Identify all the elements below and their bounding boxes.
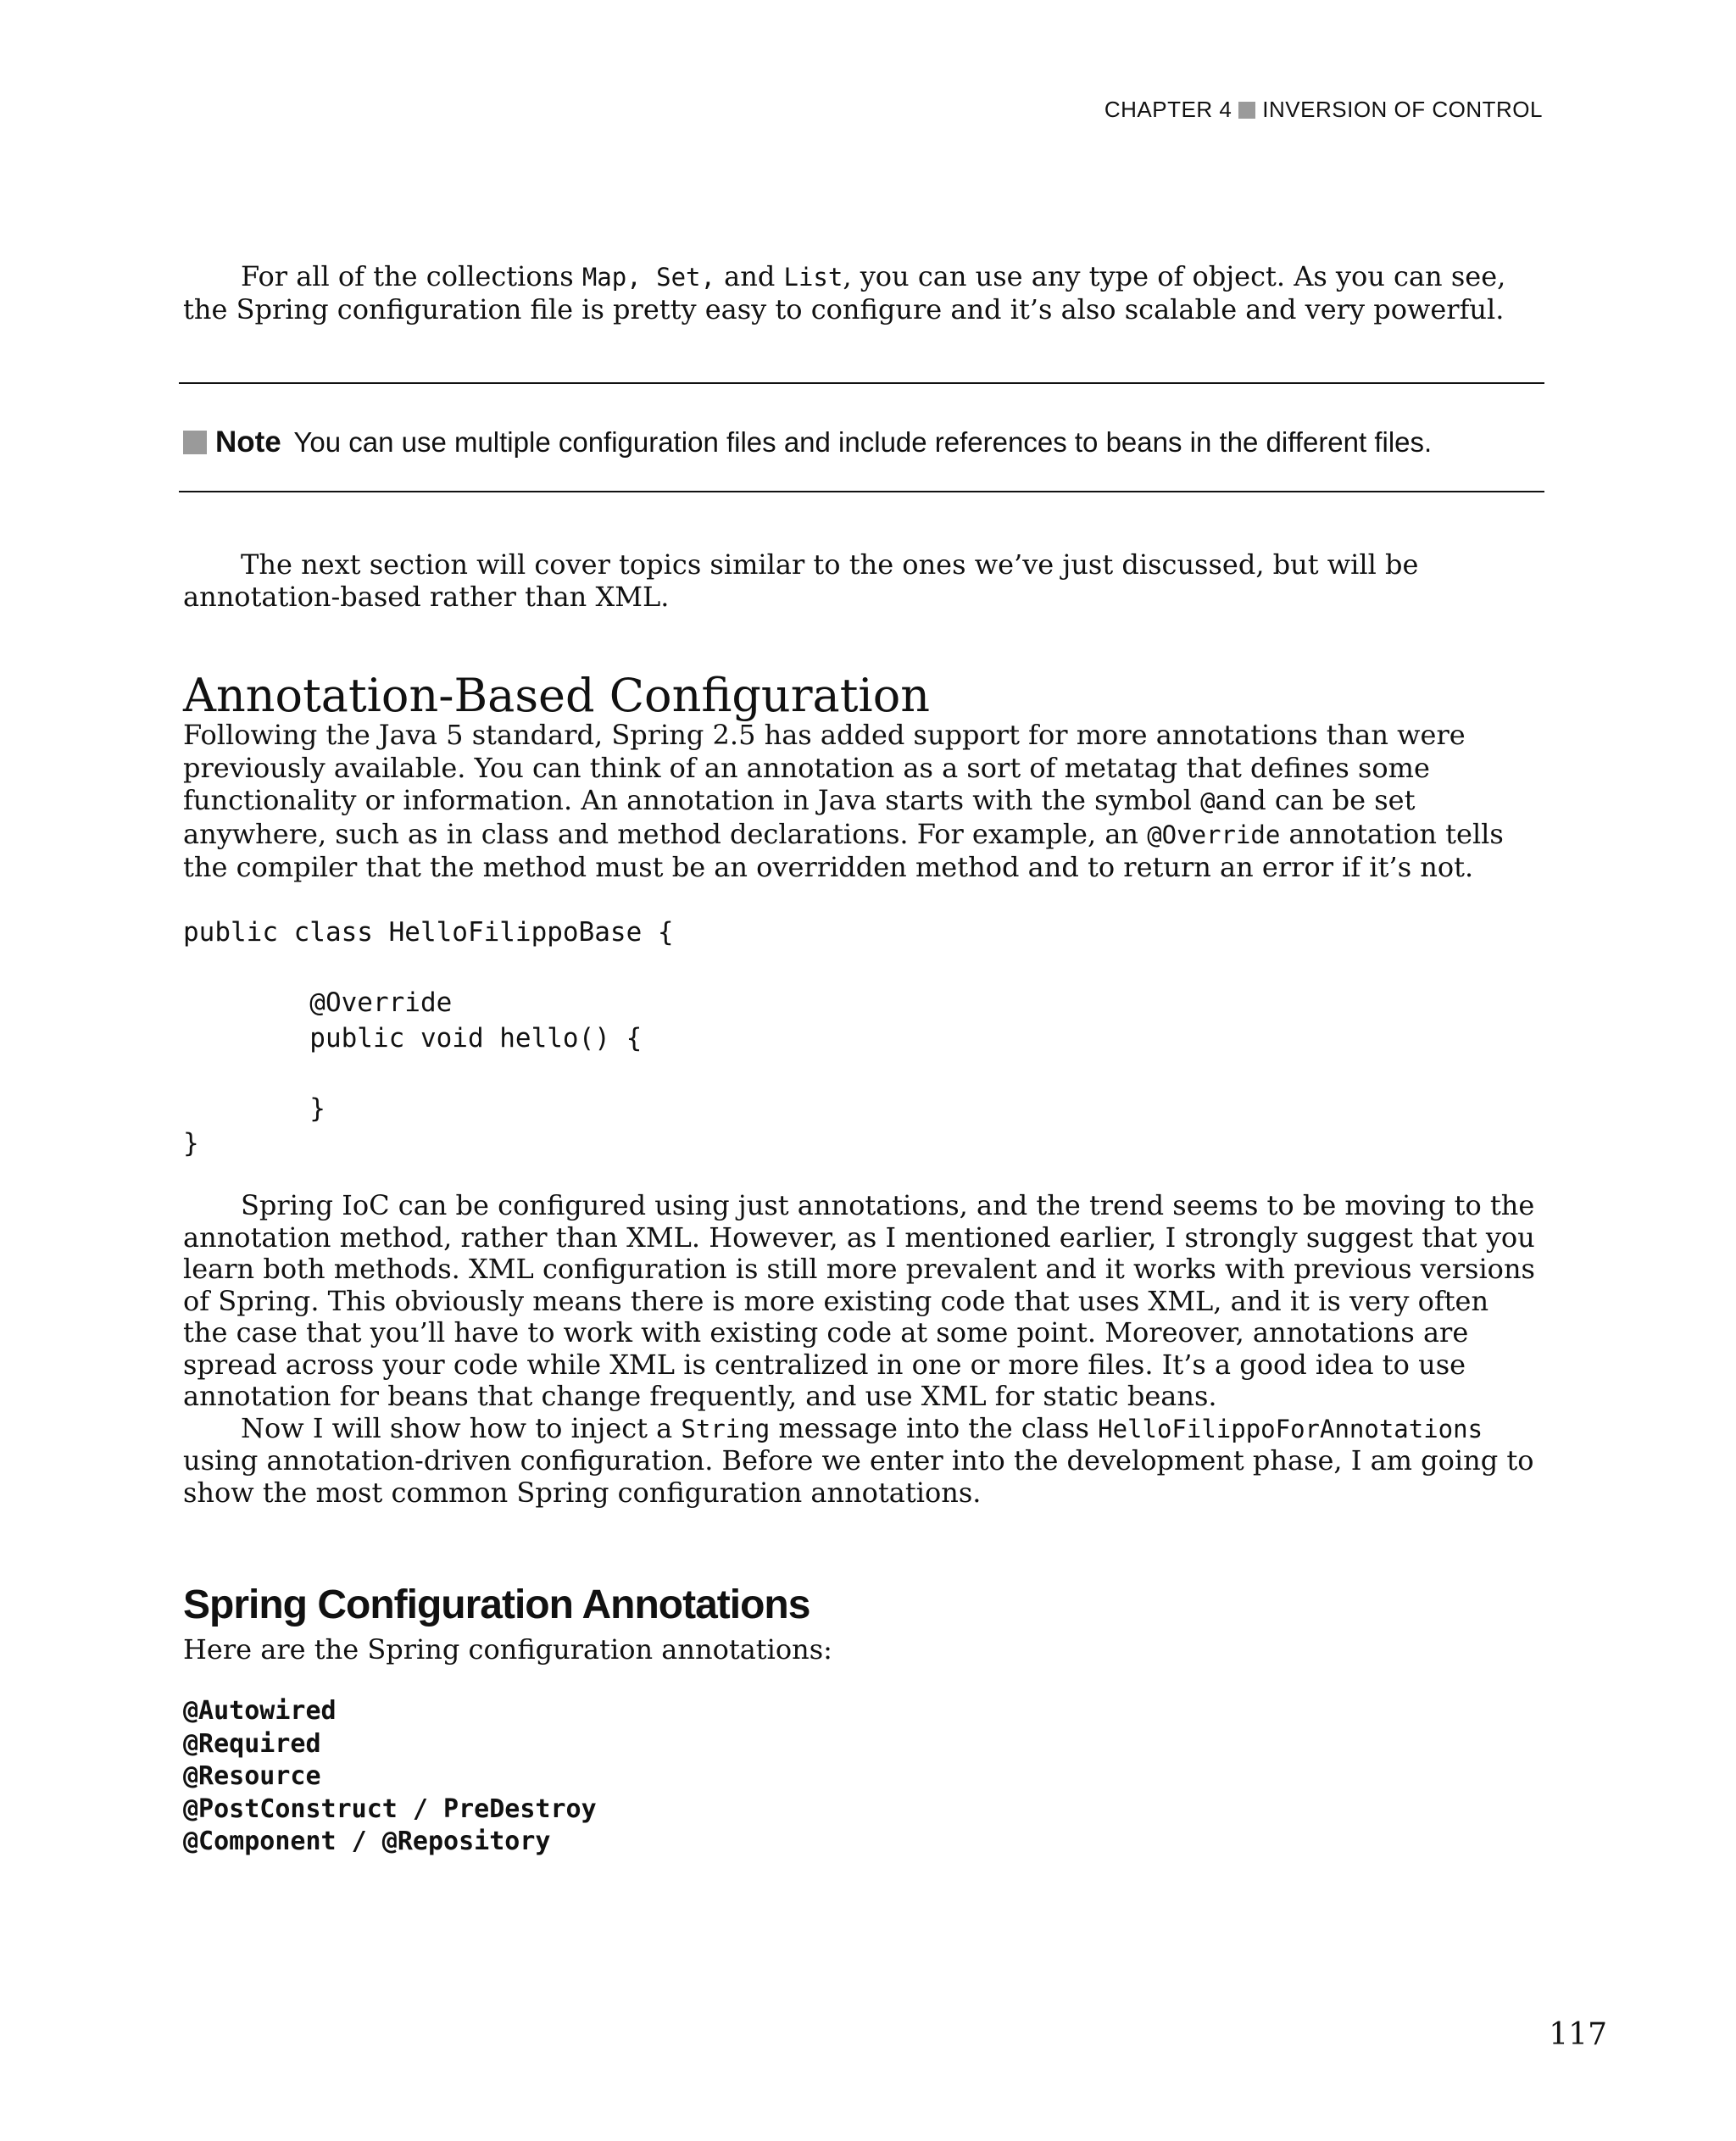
paragraph-collections	[183, 261, 1539, 325]
paragraph-text: Spring IoC can be configured using just annotations, and the trend seems to be moving to the annotation method, rather than XML. However, as I mentioned earlier, I strongly suggest that you learn both methods. XML configuration is still more prevalent and it works with previous versions of Spring. This obviously means there is more existing code that uses XML, and it is very often the case that you’ll have to work with existing code at some point. Moreover, annotations are spread across your code while XML is centralized in one or more files. It’s a good idea to use annotation for beans that change frequently, and use XML for static beans.	[183, 1189, 1535, 1412]
text-run: Following the Java 5 standard, Spring 2.5 has added support for more annotations than were previously available. You can think of an annotation as a sort of metatag that defines some functionality or information. An annotation in Java starts with the symbol	[183, 719, 1466, 816]
note-box	[183, 425, 1539, 459]
text-run: and	[715, 260, 784, 292]
text-run: For all of the collections	[241, 260, 582, 292]
paragraph-next-section	[183, 549, 1539, 613]
inline-code: List	[783, 263, 843, 292]
page-number: 117	[1549, 2017, 1607, 2052]
annotation-list	[183, 1695, 597, 1859]
note-bottom-rule	[179, 491, 1544, 492]
annotation-item: @Component / @Repository	[183, 1827, 551, 1856]
note-text: You can use multiple configuration files and include references to beans in the different files.	[293, 426, 1433, 458]
text-run: message into the class	[770, 1411, 1099, 1444]
annotation-item: @Resource	[183, 1761, 321, 1791]
note-top-rule	[179, 382, 1544, 384]
inline-code: @	[1200, 787, 1216, 815]
text-run: and can be set anywhere, such as in class and method declarations. For example, an	[183, 784, 1416, 850]
code-block: public class HelloFilippoBase { @Override public void hello() { } }	[183, 917, 674, 1159]
paragraph-text: The next section will cover topics similar to the ones we’ve just discussed, but will be annotation-based rather than XML.	[183, 548, 1419, 613]
section-heading-spring-config-annotations: Spring Configuration Annotations	[183, 1582, 810, 1627]
paragraph-inject-string	[183, 1413, 1539, 1510]
inline-code: HelloFilippoForAnnotations	[1098, 1414, 1483, 1443]
paragraph-text: Here are the Spring configuration annotations:	[183, 1633, 832, 1666]
text-run: annotation tells the compiler that the method must be an overridden method and to return an error if it’s not.	[183, 817, 1504, 883]
note-label: Note	[215, 425, 281, 459]
paragraph-annotations-intro	[183, 719, 1539, 884]
text-run: using annotation-driven configuration. Before we enter into the development phase, I am going to show the most common Spring configuration annotations.	[183, 1444, 1534, 1509]
text-run: Now I will show how to inject a	[241, 1411, 682, 1444]
chapter-number: CHAPTER 4	[1104, 97, 1232, 122]
chapter-title: INVERSION OF CONTROL	[1262, 97, 1543, 122]
square-bullet-icon	[1238, 102, 1255, 119]
inline-code: String	[681, 1414, 771, 1443]
inline-code: @Override	[1147, 820, 1281, 849]
text-run: , you can use any type of object. As you can see, the Spring configuration file is pretty easy to configure and it’s also scalable and very powerful.	[183, 260, 1506, 325]
note-square-icon	[183, 431, 207, 454]
paragraph-annotations-list-intro	[183, 1634, 1539, 1666]
annotation-item: @Required	[183, 1728, 321, 1759]
annotation-item: @Autowired	[183, 1696, 337, 1726]
paragraph-ioc-config	[183, 1190, 1539, 1509]
inline-code: Map, Set,	[581, 263, 715, 292]
running-head	[1104, 97, 1543, 123]
annotation-item: @PostConstruct / PreDestroy	[183, 1793, 597, 1824]
section-heading-annotation-based: Annotation-Based Configuration	[183, 669, 930, 722]
